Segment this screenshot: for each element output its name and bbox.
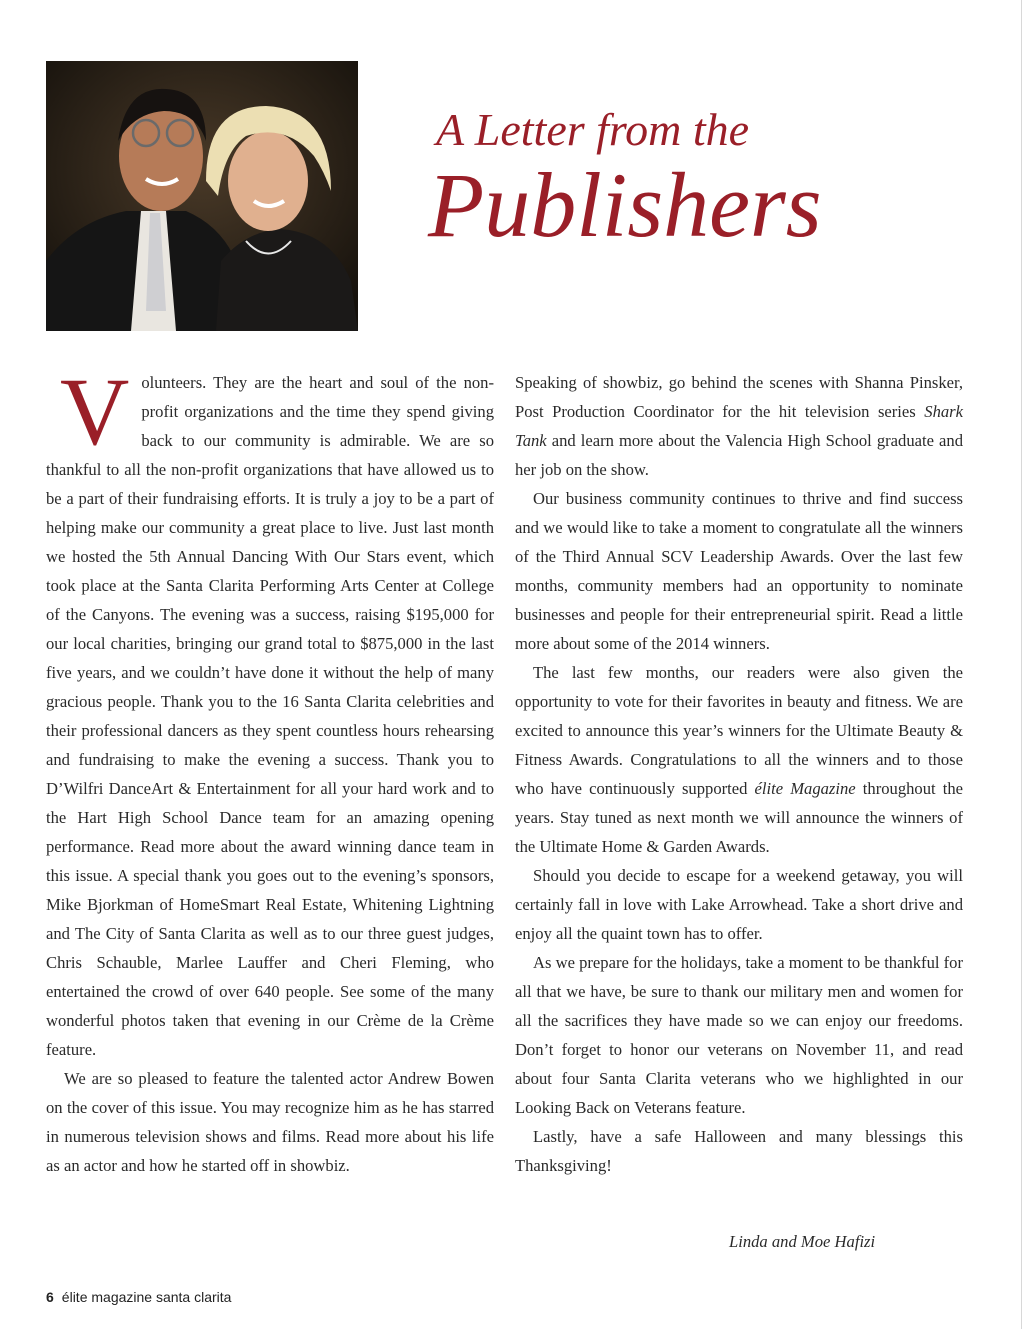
signature: Linda and Moe Hafizi xyxy=(729,1232,876,1251)
right-paragraph-3 xyxy=(515,658,963,861)
left-paragraph-1-text: olunteers. They are the heart and soul of the non-profit organizations and the time they spend giving back to our community is admirable. We are so thankful to all the non-profit organizations that have allowed us to be a part of their fundraising efforts. It is truly a joy to be a part of helping make our community a great place to live. Just last month we hosted the 5th Annual Dancing With Our Stars event, which took place at the Santa Clarita Performing Arts Center at College of the Canyons. The evening was a success, raising $195,000 for our local charities, bringing our grand total to $875,000 in the last five years, and we couldn’t have done it without the help of many gracious people. Thank you to the 16 Santa Clarita celebrities and their professional dancers as they spent countless hours rehearsing and fundraising to make the evening a success. Thank you to D’Wilfri DanceArt & Entertainment for all your hard work and to the Hart High School Dance team for an amazing opening performance. Read more about the award winning dance team in this issue. A special thank you goes out to the evening’s sponsors, Mike Bjorkman of HomeSmart Real Estate, Whitening Lightning and The City of Santa Clarita as well as to our three guest judges, Chris Schauble, Marlee Lauffer and Cheri Fleming, who entertained the crowd of over 640 people. See some of the many wonderful photos taken that evening in our Crème de la Crème feature. xyxy=(46,373,494,1059)
right-paragraph-4: Should you decide to escape for a weekend getaway, you will certainly fall in love with Lake Arrowhead. Take a short drive and enjoy all the quaint town has to offer. xyxy=(515,866,963,943)
title-line-2: Publishers xyxy=(428,154,822,256)
left-column xyxy=(46,358,494,1180)
right-paragraph-1 xyxy=(515,368,963,484)
right-paragraph-3-text-b: throughout the years. Stay tuned as next month we will announce the winners of the Ultimate Home & Garden Awards. xyxy=(515,779,963,856)
right-column xyxy=(515,368,963,1180)
show-title-italic: Shark Tank xyxy=(515,402,963,450)
right-paragraph-6: Lastly, have a safe Halloween and many blessings this Thanksgiving! xyxy=(515,1127,963,1175)
left-paragraph-1 xyxy=(46,358,494,1064)
photo-illustration xyxy=(46,61,358,331)
right-paragraph-5: As we prepare for the holidays, take a moment to be thankful for all that we have, be sure to thank our military men and women for all the sacrifices they have made so we can enjoy our freedoms. Don’t forget to honor our veterans on November 11, and read about four Santa Clarita veterans who we highlighted in our Looking Back on Veterans feature. xyxy=(515,953,963,1117)
right-paragraph-3-text-a: The last few months, our readers were also given the opportunity to vote for their favorites in beauty and fitness. We are excited to announce this year’s winners for the Ultimate Beauty & Fitness Awards. Congratulations to all the winners and to those who have continuously supported xyxy=(515,663,963,798)
page-footer xyxy=(46,1289,231,1309)
right-paragraph-2: Our business community continues to thrive and find success and we would like to take a moment to congratulate all the winners of the Third Annual SCV Leadership Awards. Over the last few months, community members had an opportunity to nominate businesses and people for their entrepreneurial spirit. Read a little more about some of the 2014 winners. xyxy=(515,489,963,653)
publishers-photo xyxy=(46,61,358,331)
drop-cap: V xyxy=(60,358,130,465)
right-paragraph-1-text-a: Speaking of showbiz, go behind the scenes with Shanna Pinsker, Post Production Coordinator for the hit television series xyxy=(515,373,963,421)
publication-name: élite magazine santa clarita xyxy=(61,1289,232,1305)
page-edge-divider xyxy=(1021,0,1022,1329)
left-paragraph-2: We are so pleased to feature the talented actor Andrew Bowen on the cover of this issue. You may recognize him as he has starred in numerous television shows and films. Read more about his life as an actor and how he started off in showbiz. xyxy=(46,1069,494,1175)
magazine-name-italic: élite Magazine xyxy=(754,779,856,798)
page-number: 6 xyxy=(46,1289,54,1305)
right-paragraph-1-text-b: and learn more about the Valencia High School graduate and her job on the show. xyxy=(515,431,963,479)
title-line-1: A Letter from the xyxy=(436,104,750,155)
